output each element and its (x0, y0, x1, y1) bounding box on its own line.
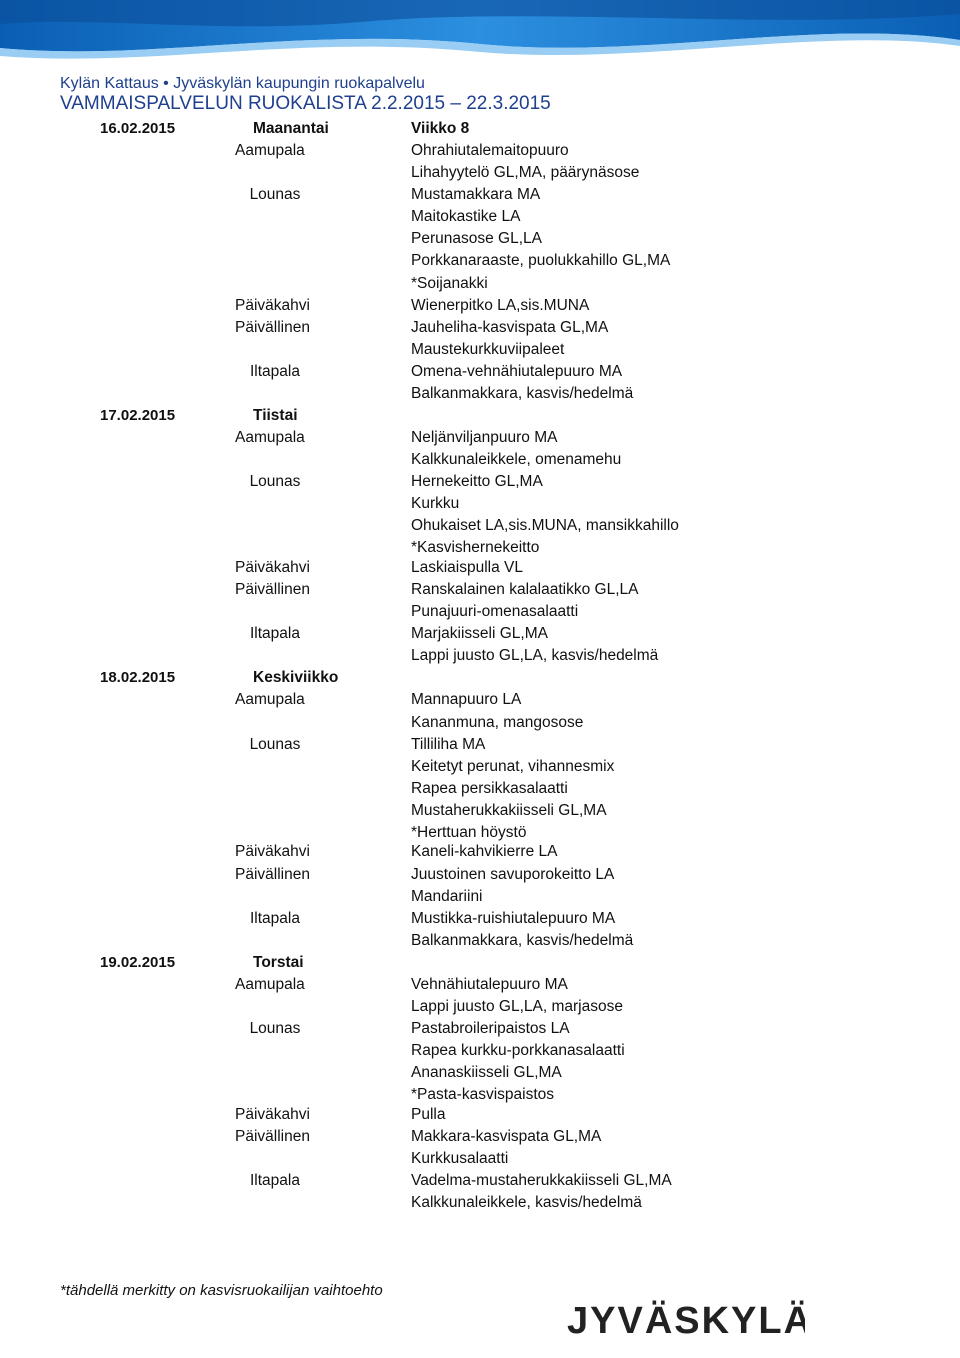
day-name: Maanantai (253, 120, 329, 137)
food-item: Balkanmakkara, kasvis/hedelmä (411, 931, 634, 949)
day-date: 18.02.2015 (100, 669, 176, 687)
meal-label: Lounas (249, 1020, 301, 1038)
menu-row (0, 449, 960, 471)
menu-row (0, 734, 960, 756)
week-number: Viikko 8 (411, 120, 470, 137)
meal-label: Iltapala (250, 362, 300, 380)
day-name: Keskiviikko (253, 669, 339, 687)
food-item: Mandariini (411, 887, 483, 905)
menu-row (0, 864, 960, 886)
meal-label: Päivällinen (235, 318, 310, 336)
menu-row (0, 579, 960, 601)
food-item: Vadelma-mustaherukkakiisseli GL,MA (411, 1172, 672, 1190)
meal-label: Päiväkahvi (235, 296, 310, 314)
food-item: Ananaskiisseli GL,MA (411, 1064, 562, 1082)
meal-label: Aamupala (235, 429, 305, 447)
food-item: Vehnähiutalepuuro MA (411, 975, 568, 993)
food-item: Ohrahiutalemaitopuuro (411, 142, 569, 160)
food-item: Marjakiisseli GL,MA (411, 625, 548, 643)
menu-list (0, 118, 960, 1214)
food-item: Kurkkusalaatti (411, 1149, 509, 1167)
menu-row (0, 886, 960, 908)
food-item: Porkkanaraaste, puolukkahillo GL,MA (411, 252, 671, 270)
menu-row (0, 339, 960, 361)
menu-row (0, 623, 960, 645)
menu-row (0, 645, 960, 667)
menu-row (0, 361, 960, 383)
menu-row (0, 974, 960, 996)
food-item: Balkanmakkara, kasvis/hedelmä (411, 384, 634, 402)
food-item: Rapea persikkasalaatti (411, 779, 568, 797)
menu-row (0, 162, 960, 184)
menu-row (0, 712, 960, 734)
organization-line: Kylän Kattaus • Jyväskylän kaupungin ruokapalvelu (60, 75, 425, 92)
food-item: Makkara-kasvispata GL,MA (411, 1127, 602, 1145)
menu-row (0, 250, 960, 272)
food-item: Kalkkunaleikkele, omenamehu (411, 451, 622, 469)
food-item: Maitokastike LA (411, 208, 521, 226)
menu-row (0, 383, 960, 405)
food-item: Laskiaispulla VL (411, 558, 524, 576)
food-item: Pastabroileripaistos LA (411, 1020, 570, 1038)
food-item: Kananmuna, mangosose (411, 713, 584, 731)
food-item: Keitetyt perunat, vihannesmix (411, 757, 615, 775)
food-item: Hernekeitto GL,MA (411, 473, 543, 491)
header-wave-graphic (0, 0, 960, 70)
menu-row (0, 996, 960, 1018)
meal-label: Aamupala (235, 691, 305, 709)
meal-label: Iltapala (250, 625, 300, 643)
food-item: Mustamakkara MA (411, 186, 541, 204)
menu-row (0, 756, 960, 778)
menu-row (0, 1040, 960, 1062)
day-name: Torstai (253, 953, 304, 971)
menu-row (0, 908, 960, 930)
city-logo (565, 1295, 805, 1350)
menu-row (0, 515, 960, 537)
meal-label: Päiväkahvi (235, 1105, 310, 1123)
food-item: Juustoinen savuporokeitto LA (411, 865, 615, 883)
day-date: 16.02.2015 (100, 120, 176, 137)
meal-label: Päiväkahvi (235, 843, 310, 861)
food-item: Wienerpitko LA,sis.MUNA (411, 296, 590, 314)
day-name: Tiistai (253, 407, 298, 425)
menu-row (0, 228, 960, 250)
food-item: Neljänviljanpuuro MA (411, 429, 558, 447)
food-item: Rapea kurkku-porkkanasalaatti (411, 1042, 625, 1060)
day-date: 19.02.2015 (100, 953, 176, 971)
menu-row (0, 689, 960, 711)
food-item: Ohukaiset LA,sis.MUNA, mansikkahillo (411, 517, 679, 535)
day-header (0, 667, 960, 689)
menu-row (0, 1104, 960, 1126)
menu-row (0, 273, 960, 295)
meal-label: Päivällinen (235, 865, 310, 883)
day-date: 17.02.2015 (100, 407, 176, 425)
food-item: Kalkkunaleikkele, kasvis/hedelmä (411, 1194, 642, 1212)
food-item: Pulla (411, 1105, 446, 1123)
menu-row (0, 184, 960, 206)
food-item: Omena-vehnähiutalepuuro MA (411, 362, 623, 380)
menu-row (0, 427, 960, 449)
menu-row (0, 930, 960, 952)
food-item: *Pasta-kasvispaistos (411, 1086, 555, 1104)
food-item: Ranskalainen kalalaatikko GL,LA (411, 581, 639, 599)
menu-row (0, 471, 960, 493)
menu-row (0, 1126, 960, 1148)
menu-row (0, 841, 960, 863)
menu-row (0, 317, 960, 339)
day-header (0, 405, 960, 427)
menu-row (0, 557, 960, 579)
food-item: Perunasose GL,LA (411, 230, 542, 248)
meal-label: Iltapala (250, 1172, 300, 1190)
food-item: Mannapuuro LA (411, 691, 522, 709)
meal-label: Iltapala (250, 909, 300, 927)
menu-row (0, 295, 960, 317)
meal-label: Aamupala (235, 142, 305, 160)
food-item: Kaneli-kahvikierre LA (411, 843, 558, 861)
food-item: Tilliliha MA (411, 735, 486, 753)
page-header (60, 75, 551, 115)
menu-row (0, 1148, 960, 1170)
food-item: *Kasvishernekeitto (411, 539, 540, 557)
menu-row (0, 822, 960, 842)
menu-row (0, 1084, 960, 1104)
menu-row (0, 140, 960, 162)
menu-row (0, 1062, 960, 1084)
menu-row (0, 493, 960, 515)
svg-text:JYVÄSKYLÄ: JYVÄSKYLÄ (567, 1300, 805, 1342)
menu-row (0, 1018, 960, 1040)
meal-label: Lounas (249, 735, 301, 753)
menu-row (0, 1170, 960, 1192)
food-item: *Herttuan höystö (411, 823, 527, 841)
menu-row (0, 537, 960, 557)
food-item: Maustekurkkuviipaleet (411, 340, 565, 358)
meal-label: Päivällinen (235, 581, 310, 599)
menu-row (0, 800, 960, 822)
meal-label: Lounas (249, 186, 301, 204)
meal-label: Päivällinen (235, 1127, 310, 1145)
menu-row (0, 1192, 960, 1214)
food-item: *Soijanakki (411, 274, 488, 292)
food-item: Lappi juusto GL,LA, marjasose (411, 997, 623, 1015)
food-item: Lihahyytelö GL,MA, päärynäsose (411, 164, 640, 182)
menu-row (0, 206, 960, 228)
day-header (0, 118, 960, 140)
food-item: Mustaherukkakiisseli GL,MA (411, 801, 607, 819)
food-item: Mustikka-ruishiutalepuuro MA (411, 909, 616, 927)
menu-row (0, 601, 960, 623)
meal-label: Aamupala (235, 975, 305, 993)
food-item: Kurkku (411, 495, 460, 513)
footnote: *tähdellä merkitty on kasvisruokailijan vaihtoehto (60, 1282, 383, 1299)
day-header (0, 952, 960, 974)
menu-row (0, 778, 960, 800)
menu-title: VAMMAISPALVELUN RUOKALISTA 2.2.2015 – 22.3.2015 (60, 93, 551, 114)
meal-label: Lounas (249, 473, 301, 491)
food-item: Jauheliha-kasvispata GL,MA (411, 318, 609, 336)
meal-label: Päiväkahvi (235, 558, 310, 576)
food-item: Lappi juusto GL,LA, kasvis/hedelmä (411, 647, 659, 665)
food-item: Punajuuri-omenasalaatti (411, 603, 579, 621)
